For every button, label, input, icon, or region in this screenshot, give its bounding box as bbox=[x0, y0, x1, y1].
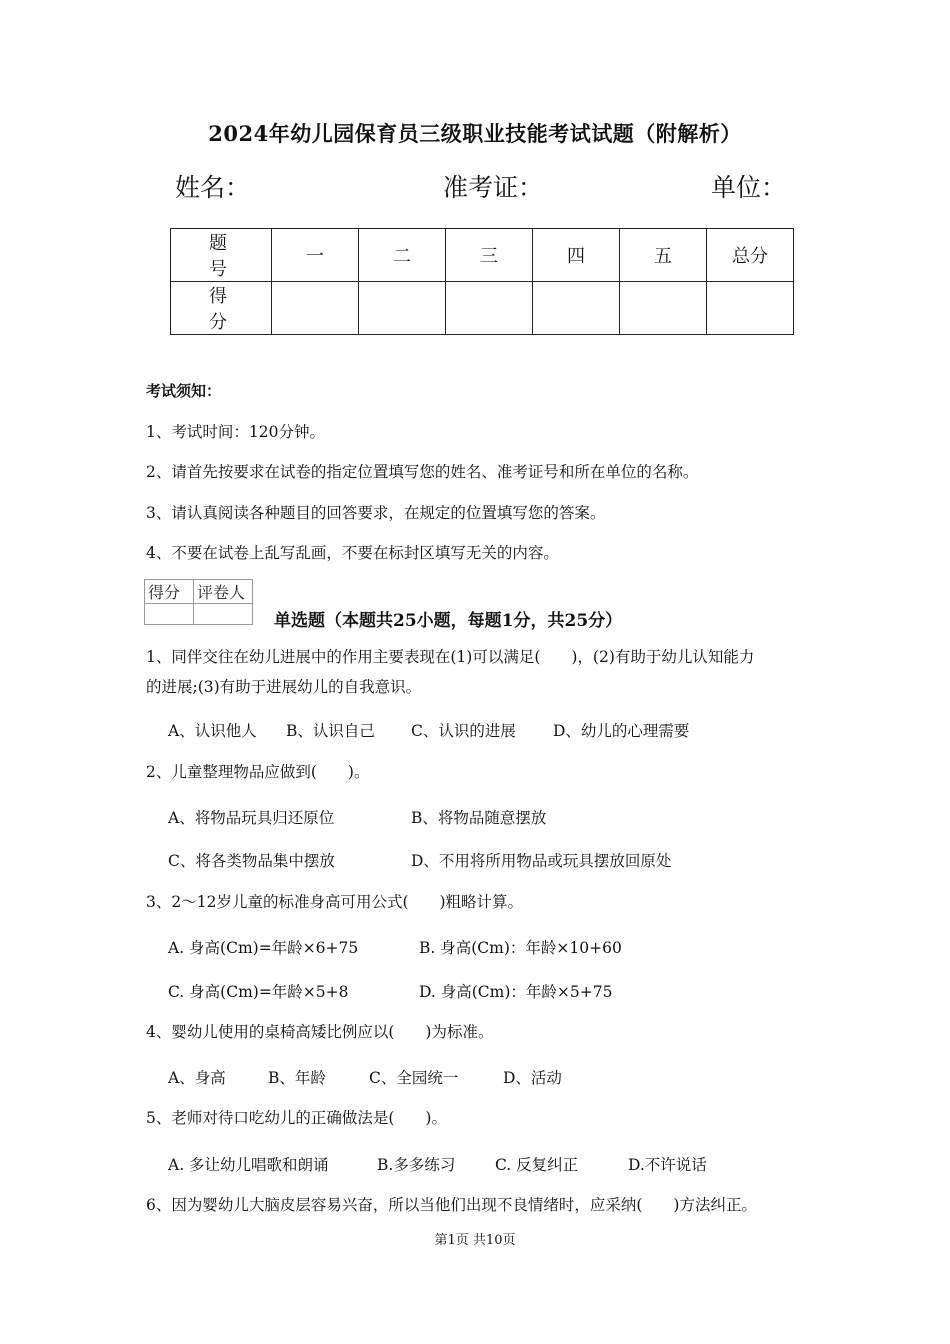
notice-title: 考试须知： bbox=[146, 382, 222, 400]
option-d[interactable]: D、不用将所用物品或玩具摆放回原处 bbox=[411, 852, 672, 870]
score-cell-3[interactable] bbox=[446, 282, 533, 335]
grader-score-label: 得分 bbox=[145, 580, 194, 604]
option-a[interactable]: A、将物品玩具归还原位 bbox=[168, 809, 335, 827]
score-cell-4[interactable] bbox=[533, 282, 620, 335]
header-cell-1: 一 bbox=[272, 229, 359, 282]
option-c[interactable]: C. 身高(Cm)=年龄×5+8 bbox=[168, 983, 349, 1001]
option-c[interactable]: C、全园统一 bbox=[369, 1069, 459, 1087]
unit-field-label: 单位： bbox=[711, 173, 787, 202]
option-b[interactable]: B、认识自己 bbox=[286, 722, 375, 740]
notice-item: 3、请认真阅读各种题目的回答要求，在规定的位置填写您的答案。 bbox=[146, 504, 606, 522]
header-cell-label: 题 号 bbox=[171, 229, 272, 282]
option-b[interactable]: B、年龄 bbox=[268, 1069, 326, 1087]
page-title: 2024年幼儿园保育员三级职业技能考试试题（附解析） bbox=[208, 121, 742, 146]
option-a[interactable]: A. 多让幼儿唱歌和朗诵 bbox=[168, 1156, 329, 1174]
ticket-field-label: 准考证： bbox=[443, 173, 544, 202]
option-d[interactable]: D、幼儿的心理需要 bbox=[553, 722, 690, 740]
option-b[interactable]: B.多多练习 bbox=[377, 1156, 456, 1174]
score-cell-total[interactable] bbox=[707, 282, 794, 335]
grader-reviewer-cell[interactable] bbox=[194, 604, 253, 625]
notice-item: 4、不要在试卷上乱写乱画，不要在标封区填写无关的内容。 bbox=[146, 544, 559, 562]
option-b[interactable]: B、将物品随意摆放 bbox=[411, 809, 547, 827]
option-c[interactable]: C. 反复纠正 bbox=[495, 1156, 579, 1174]
option-d[interactable]: D、活动 bbox=[503, 1069, 562, 1087]
grader-score-cell[interactable] bbox=[145, 604, 194, 625]
question-2: 2、儿童整理物品应做到( )。 bbox=[146, 763, 370, 781]
header-cell-2: 二 bbox=[359, 229, 446, 282]
option-c[interactable]: C、认识的进展 bbox=[411, 722, 516, 740]
section-title: 单选题（本题共25小题，每题1分，共25分） bbox=[274, 611, 623, 631]
score-table-header-row bbox=[171, 229, 794, 282]
score-row-label: 得 分 bbox=[171, 282, 272, 335]
question-1-line-2: 的进展;(3)有助于进展幼儿的自我意识。 bbox=[146, 678, 422, 696]
candidate-fields bbox=[175, 168, 785, 208]
page-footer: 第1页 共10页 bbox=[434, 1233, 516, 1248]
score-cell-5[interactable] bbox=[620, 282, 707, 335]
name-field-label: 姓名： bbox=[175, 173, 251, 202]
score-cell-2[interactable] bbox=[359, 282, 446, 335]
header-cell-4: 四 bbox=[533, 229, 620, 282]
question-3: 3、2～12岁儿童的标准身高可用公式( )粗略计算。 bbox=[146, 893, 524, 911]
header-cell-3: 三 bbox=[446, 229, 533, 282]
score-table bbox=[170, 228, 794, 335]
question-4: 4、婴幼儿使用的桌椅高矮比例应以( )为标准。 bbox=[146, 1023, 494, 1041]
question-5: 5、老师对待口吃幼儿的正确做法是( )。 bbox=[146, 1109, 447, 1127]
grader-box bbox=[144, 579, 253, 625]
notice-item: 2、请首先按要求在试卷的指定位置填写您的姓名、准考证号和所在单位的名称。 bbox=[146, 463, 699, 481]
option-a[interactable]: A. 身高(Cm)=年龄×6+75 bbox=[168, 939, 359, 957]
option-a[interactable]: A、身高 bbox=[168, 1069, 226, 1087]
header-cell-total: 总分 bbox=[707, 229, 794, 282]
option-c[interactable]: C、将各类物品集中摆放 bbox=[168, 852, 335, 870]
score-table-score-row bbox=[171, 282, 794, 335]
header-cell-5: 五 bbox=[620, 229, 707, 282]
option-a[interactable]: A、认识他人 bbox=[168, 722, 257, 740]
option-d[interactable]: D. 身高(Cm)：年龄×5+75 bbox=[419, 983, 613, 1001]
option-d[interactable]: D.不许说话 bbox=[628, 1156, 707, 1174]
notice-item: 1、考试时间：120分钟。 bbox=[146, 423, 325, 441]
question-1-line-1: 1、同伴交往在幼儿进展中的作用主要表现在(1)可以满足( )，(2)有助于幼儿认知能力 bbox=[146, 648, 755, 666]
question-6: 6、因为婴幼儿大脑皮层容易兴奋，所以当他们出现不良情绪时，应采纳( )方法纠正。 bbox=[146, 1196, 757, 1214]
option-b[interactable]: B. 身高(Cm)：年龄×10+60 bbox=[419, 939, 622, 957]
grader-reviewer-label: 评卷人 bbox=[194, 580, 253, 604]
